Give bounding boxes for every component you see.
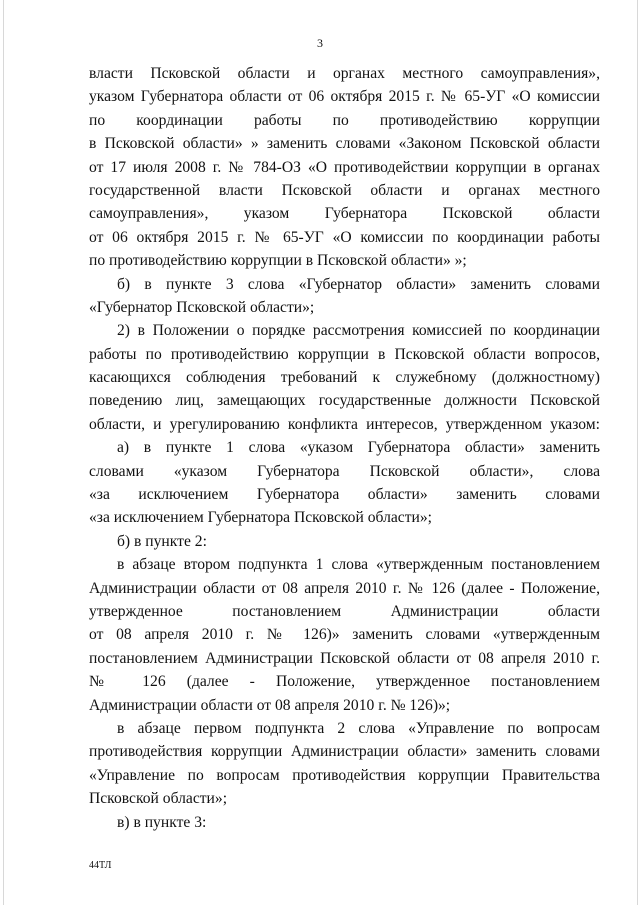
scan-left-edge — [3, 0, 4, 905]
text-line: Администрации области от 08 апреля 2010 г. № 126 (далее - Положение, — [89, 579, 600, 597]
text-line: в абзаце втором подпункта 1 слова «утвержденным постановлением — [117, 556, 600, 574]
scan-right-edge — [637, 0, 638, 905]
text-line: от 17 июля 2008 г. № 784-ОЗ «О противодействии коррупции в органах — [89, 158, 600, 176]
text-line: в Псковской области» » заменить словами «Законом Псковской области — [89, 135, 600, 153]
text-line: власти Псковской области и органах местного самоуправления», — [89, 65, 600, 82]
text-line: словами «указом Губернатора Псковской области», слова — [89, 462, 600, 480]
text-line: утвержденное постановлением Администрации области — [89, 602, 600, 620]
text-line: Администрации области от 08 апреля 2010 г. № 126)»; — [89, 696, 451, 714]
text-line: по противодействию коррупции в Псковской области» »; — [89, 252, 467, 270]
text-line: «Управление по вопросам противодействия коррупции Правительства — [89, 766, 600, 784]
text-line: а) в пункте 1 слова «указом Губернатора области» заменить — [117, 439, 600, 457]
text-line: по координации работы по противодействию коррупции — [89, 111, 600, 129]
document-code: 44ТЛ — [89, 860, 112, 871]
text-line: в абзаце первом подпункта 2 слова «Управление по вопросам — [117, 719, 600, 737]
text-line: 2) в Положении о порядке рассмотрения комиссией по координации — [117, 322, 600, 340]
text-line: «за исключением Губернатора Псковской области»; — [89, 509, 432, 527]
document-body — [89, 62, 600, 834]
text-line: поведению лиц, замещающих государственные должности Псковской — [89, 392, 600, 410]
text-line: «за исключением Губернатора области» заменить словами — [89, 486, 600, 504]
text-line: № 126 (далее - Положение, утвержденное постановлением — [89, 673, 600, 691]
text-line: в) в пункте 3: — [117, 813, 207, 831]
text-line: работы по противодействию коррупции в Псковской области вопросов, — [89, 345, 600, 363]
text-line: противодействия коррупции Администрации области» заменить словами — [89, 743, 600, 761]
text-line: области, и урегулированию конфликта интересов, утвержденном указом: — [89, 415, 600, 433]
text-line: б) в пункте 3 слова «Губернатор области» заменить словами — [117, 275, 600, 293]
text-line: самоуправления», указом Губернатора Псковской области — [89, 205, 600, 223]
text-line: от 08 апреля 2010 г. № 126)» заменить словами «утвержденным — [89, 626, 600, 644]
text-line: указом Губернатора области от 06 октября 2015 г. № 65-УГ «О комиссии — [89, 88, 600, 106]
text-line: б) в пункте 2: — [117, 532, 207, 550]
text-line: государственной власти Псковской области и органах местного — [89, 181, 600, 199]
page-number: 3 — [317, 36, 323, 50]
text-line: касающихся соблюдения требований к служебному (должностному) — [89, 369, 600, 387]
text-line: «Губернатор Псковской области»; — [89, 298, 315, 316]
text-line: от 06 октября 2015 г. № 65-УГ «О комиссии по координации работы — [89, 228, 600, 246]
text-line: Псковской области»; — [89, 790, 228, 808]
text-line: постановлением Администрации Псковской области от 08 апреля 2010 г. — [89, 649, 600, 667]
